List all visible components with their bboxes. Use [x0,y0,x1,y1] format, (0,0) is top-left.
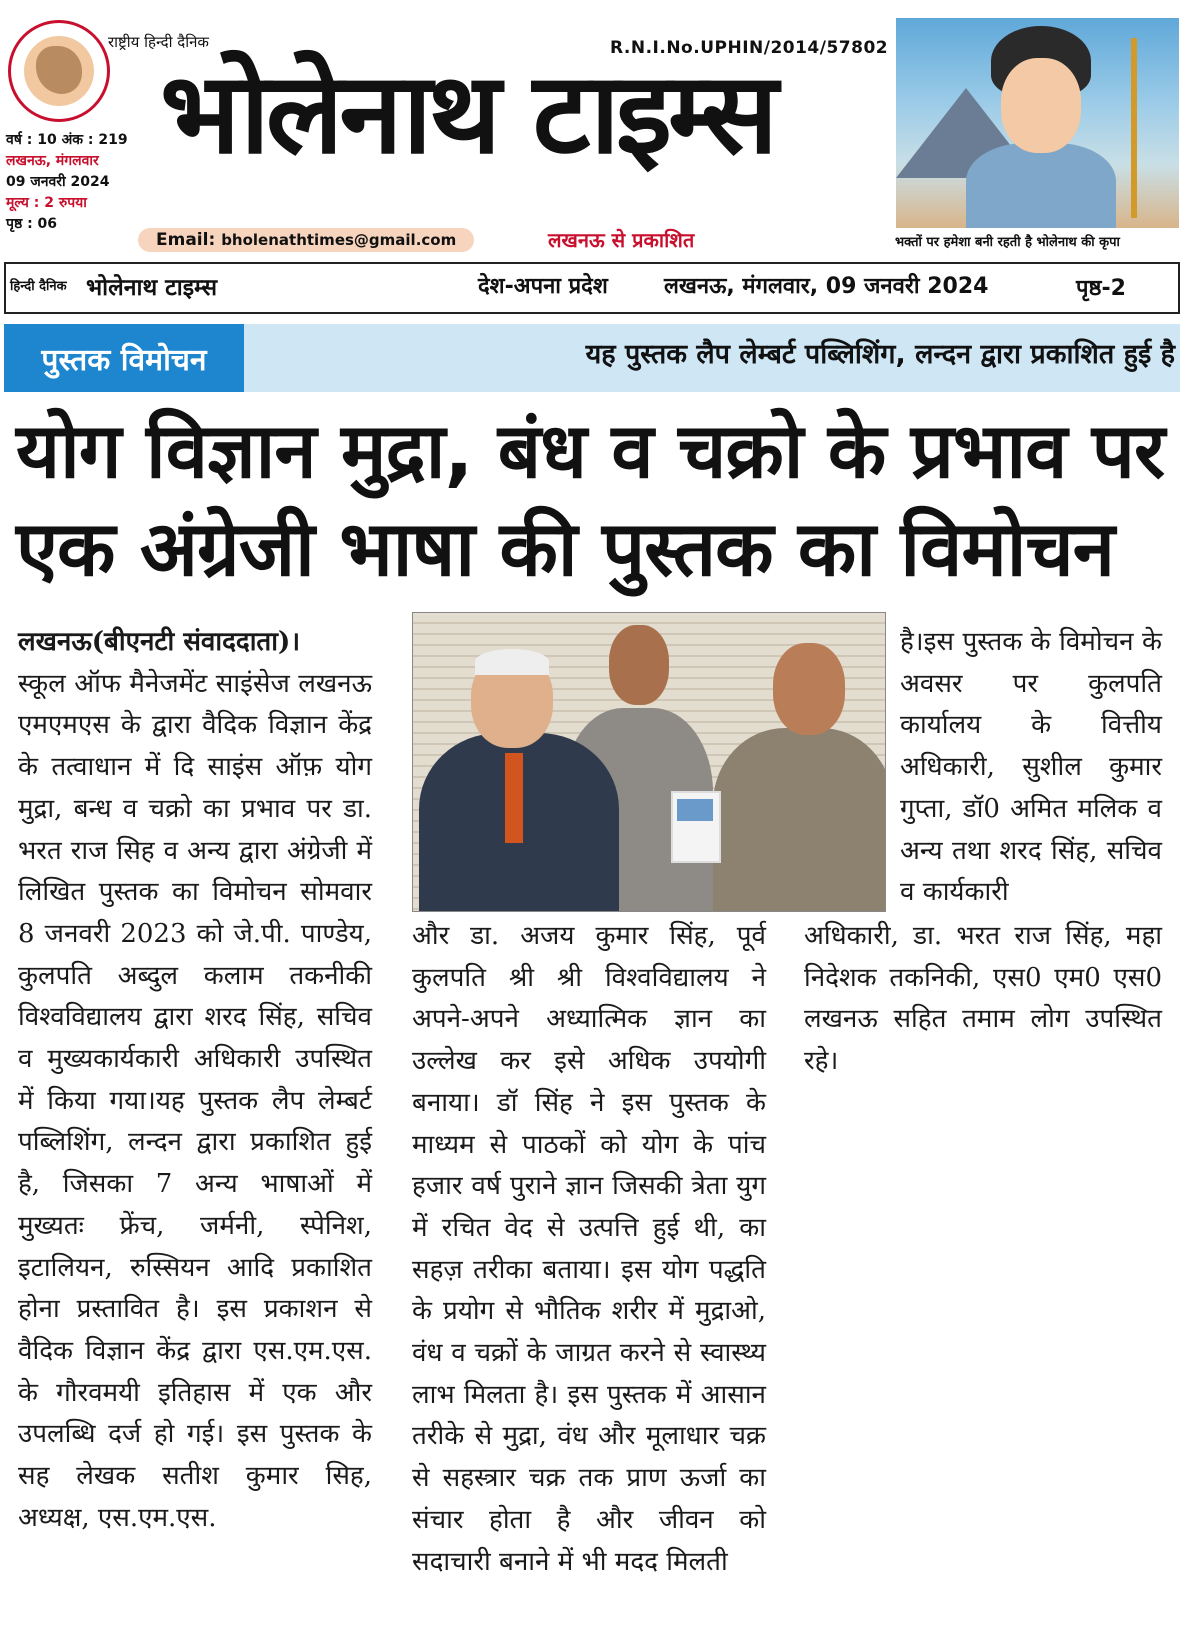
article-column-3-bottom [804,916,1162,1083]
article-column-1 [18,622,372,1539]
running-head-section: देश-अपना प्रदेश [478,274,608,299]
rni-number: R.N.I.No.UPHIN/2014/57802 [610,38,889,58]
running-head-paper-name: भोलेनाथ टाइम्स [86,275,218,301]
issue-info [6,130,128,235]
book-icon [671,791,721,863]
issue-place-day: लखनऊ, मंगलवार [6,153,99,169]
running-head-paper-label: हिन्दी दैनिक [10,279,67,294]
article-col1-text: स्कूल ऑफ मैनेजमेंट साइंसेज लखनऊ एमएमएस के द्वारा वैदिक विज्ञान केंद्र के तत्वाधान में दि साइंस ऑफ़ योग मुद्रा, बन्ध व चक्रो का प्रभाव पर डा. भरत राज सिह व अन्य द्वारा अंग्रेजी में लिखित पुस्तक का विमोचन सोमवार 8 जनवरी 2023 को जे.पी. पाण्डेय, कुलपति अब्दुल कलाम तकनीकी विश्वविद्यालय द्वारा शरद सिंह, सचिव व मुख्यकार्यकारी अधिकारी उपस्थित में किया गया।यह पुस्तक लैप लेम्बर्ट पब्लिशिंग, लन्दन द्वारा प्रकाशित हुई है, जिसका 7 अन्य भाषाओं में मुख्यतः फ्रेंच, जर्मनी, स्पेनिश, इटालियन, रुस्सियन आदि प्रकाशित होना प्रस्तावित है। इस प्रकाशन से वैदिक विज्ञान केंद्र द्वारा एस.एम.एस. के गौरवमयी इतिहास में एक और उपलब्धि दर्ज हो गई। इस पुस्तक के सह लेखक सतीश कुमार सिह, अध्यक्ष, एस.एम.एस. [18,668,372,1533]
article-column-2 [412,916,766,1583]
tagline: राष्ट्रीय हिन्दी दैनिक [108,33,209,51]
headline-line-2: एक अंग्रेजी भाषा की पुस्तक का विमोचन [16,504,1114,593]
masthead-title: भोलेनाथ टाइम्स [160,49,775,179]
issue-year: वर्ष : 10 अंक : 219 [6,132,128,148]
issue-date: 09 जनवरी 2024 [6,174,110,190]
section-label: पुस्तक विमोचन [4,324,244,392]
headline-line-1: योग विज्ञान मुद्रा, बंध व चक्रो के प्रभाव पर [16,406,1165,495]
headline [16,402,1176,598]
email-box [138,228,474,252]
published-from: लखनऊ से प्रकाशित [548,228,695,252]
running-head-page: पृष्ठ-2 [1076,276,1126,301]
issue-price: मूल्य : 2 रुपया [6,195,87,211]
section-subhead: यह पुस्तक लैप लेम्बर्ट पब्लिशिंग, लन्दन द्वारा प्रकाशित हुई है [585,339,1175,370]
article-dateline: लखनऊ(बीएनटी संवाददाता)। [18,627,301,657]
newspaper-logo [8,20,110,122]
book-launch-photo [412,612,886,912]
trident-icon [1131,38,1137,218]
article-column-3-top [900,622,1162,914]
image-caption: भक्तों पर हमेशा बनी रहती है भोलेनाथ की कृपा [895,235,1120,250]
shiva-image [896,18,1179,228]
article-col3-top-text: है।इस पुस्तक के विमोचन के अवसर पर कुलपति कार्यालय के वित्तीय अधिकारी, सुशील कुमार गुप्ता, डॉ0 अमित मलिक व अन्य तथा शरद सिंह, सचिव व कार्यकारी [900,627,1162,908]
article-col2-text: और डा. अजय कुमार सिंह, पूर्व कुलपति श्री श्री विश्वविद्यालय ने अपने-अपने अध्यात्मिक ज्ञान का उल्लेख कर इसे अधिक उपयोगी बनाया। डॉ सिंह ने इस पुस्तक के माध्यम से पाठकों को योग के पांच हजार वर्ष पुराने ज्ञान जिसकी त्रेता युग में रचित वेद से उत्पत्ति हुई थी, का सहज़ तरीका बताया। इस योग पद्धति के प्रयोग से भौतिक शरीर में मुद्राओ, वंध व चक्रों के जाग्रत करने से स्वास्थ्य लाभ मिलता है। इस पुस्तक में आसान तरीके से मुद्रा, वंध और मूलाधार चक्र से सहस्त्रार चक्र तक प्राण ऊर्जा का संचार होता है और जीवन को सदाचारी बनाने में भी मदद मिलती [412,921,766,1577]
india-map-icon [24,36,94,106]
email-label: Email: [156,230,216,250]
article-col3-bottom-text: अधिकारी, डा. भरत राज सिंह, महा निदेशक तकनिकी, एस0 एम0 एस0 लखनऊ सहित तमाम लोग उपस्थित रहे। [804,921,1162,1077]
running-head-date: लखनऊ, मंगलवार, 09 जनवरी 2024 [664,274,989,299]
issue-pages: पृष्ठ : 06 [6,216,58,232]
email-address[interactable]: bholenathtimes@gmail.com [221,231,457,249]
